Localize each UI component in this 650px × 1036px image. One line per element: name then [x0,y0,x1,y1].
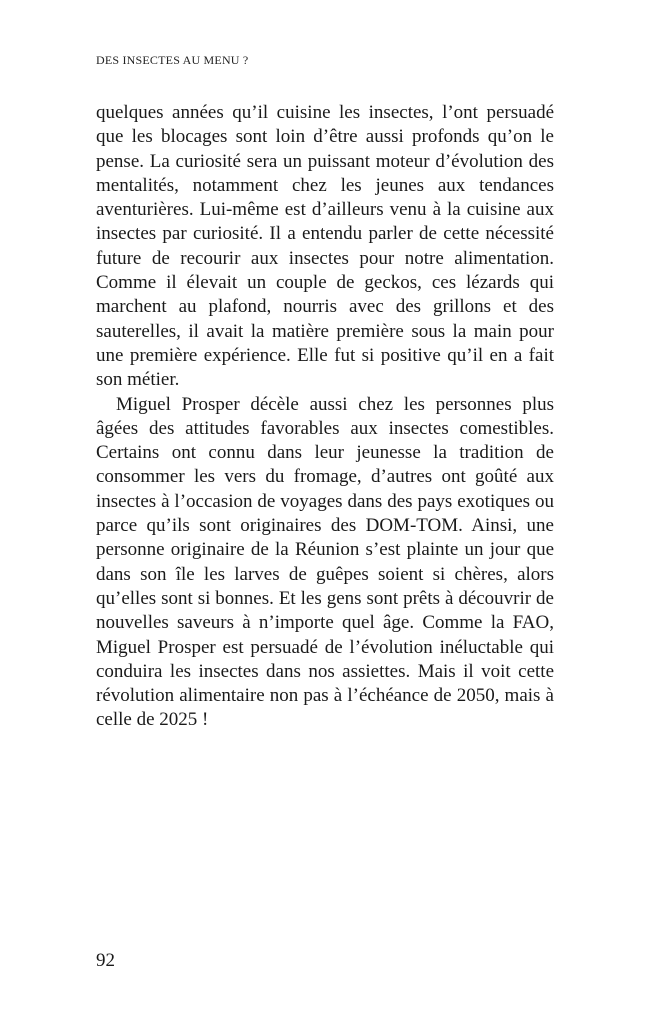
body-text [96,101,554,733]
paragraph-1: quelques années qu’il cuisine les insectes, l’ont persuadé que les blocages sont loin d’être aussi profonds qu’on le pense. La curiosité sera un puissant moteur d’évolution des mentalités, notamment chez les jeunes aux tendances aventurières. Lui-même est d’ailleurs venu à la cuisine aux insectes par curiosité. Il a entendu parler de cette nécessité future de recourir aux insectes pour notre alimentation. Comme il élevait un couple de geckos, ces lézards qui marchent au plafond, nourris avec des grillons et des sauterelles, il avait la matière première sous la main pour une première expérience. Elle fut si positive qu’il en a fait son métier. [96,102,554,391]
running-header: DES INSECTES AU MENU ? [96,53,249,67]
paragraph-2: Miguel Prosper décèle aussi chez les personnes plus âgées des attitudes favorables aux insectes comestibles. Certains ont connu dans leur jeunesse la tradition de consommer les vers du fromage, d’autres ont goûté aux insectes à l’occasion de voyages dans des pays exotiques ou parce qu’ils sont originaires des DOM-TOM. Ainsi, une personne originaire de la Réunion s’est plainte un jour que dans son île les larves de guêpes soient si chères, alors qu’elles sont si bonnes. Et les gens sont prêts à découvrir de nouvelles saveurs à n’importe quel âge. Comme la FAO, Miguel Prosper est persuadé de l’évolution inéluctable qui conduira les insectes dans nos assiettes. Mais il voit cette révolution alimentaire non pas à l’échéance de 2050, mais à celle de 2025 ! [96,393,554,731]
page-number: 92 [96,950,115,971]
